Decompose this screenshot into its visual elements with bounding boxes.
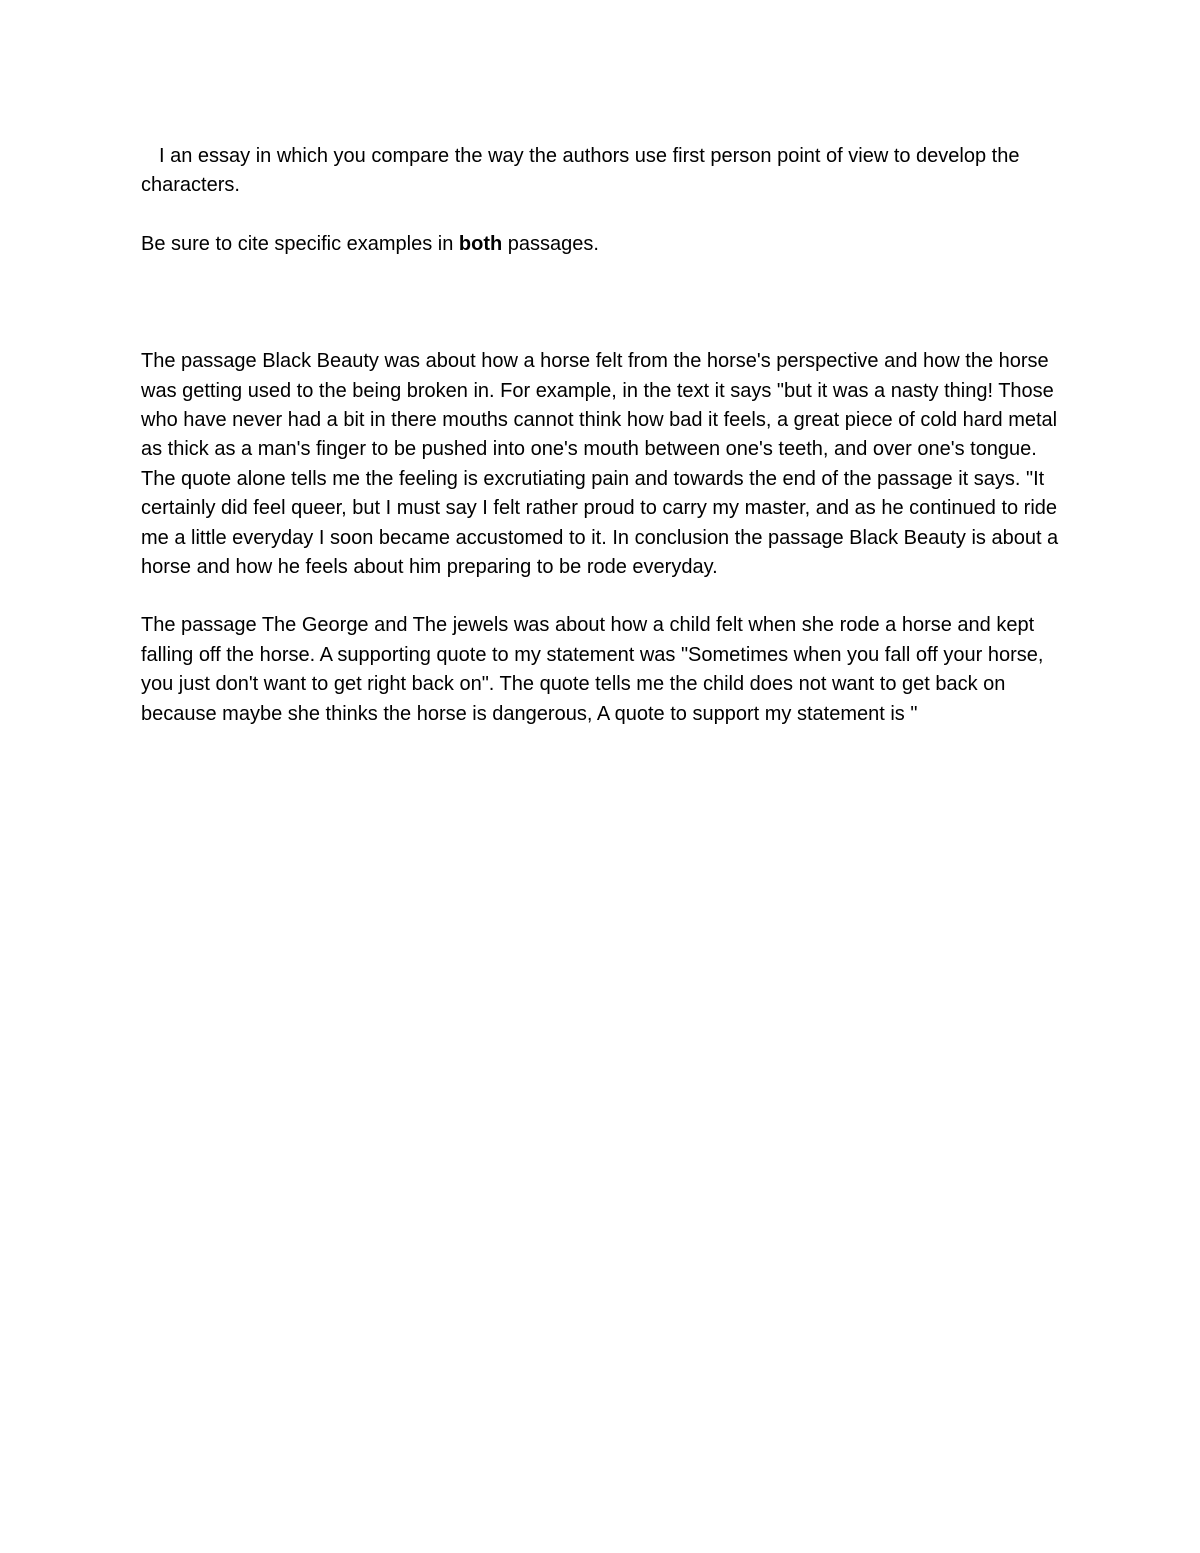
prompt-note-text: Be sure to cite specific examples in: [141, 232, 459, 255]
prompt-note: [141, 230, 1066, 259]
spacer: [141, 259, 1066, 347]
essay-paragraph-george-and-jewels: The passage The George and The jewels was about how a child felt when she rode a horse and kept falling off the horse. A supporting quote to my statement was "Sometimes when you fall off your horse, you just don't want to get right back on". The quote tells me the child does not want to get back on because maybe she thinks the horse is dangerous, A quote to support my statement is ": [141, 614, 1044, 725]
document-body: [141, 142, 1066, 729]
prompt-instruction: I an essay in which you compare the way the authors use first person point of view to develop the characters.: [141, 145, 1020, 197]
prompt-note-text-end: passages.: [502, 232, 599, 255]
essay-paragraph-black-beauty: The passage Black Beauty was about how a horse felt from the horse's perspective and how the horse was getting used to the being broken in. For example, in the text it says "but it was a nasty thing! Those who have never had a bit in there mouths cannot think how bad it feels, a great piece of cold hard metal as thick as a man's finger to be pushed into one's mouth between one's teeth, and over one's tongue. The quote alone tells me the feeling is excrutiating pain and towards the end of the passage it says. "It certainly did feel queer, but I must say I felt rather proud to carry my master, and as he continued to ride me a little everyday I soon became accustomed to it. In conclusion the passage Black Beauty is about a horse and how he feels about him preparing to be rode everyday.: [141, 350, 1059, 579]
spacer: [141, 201, 1066, 230]
spacer: [141, 582, 1066, 611]
prompt-note-emphasis: both: [458, 232, 503, 255]
